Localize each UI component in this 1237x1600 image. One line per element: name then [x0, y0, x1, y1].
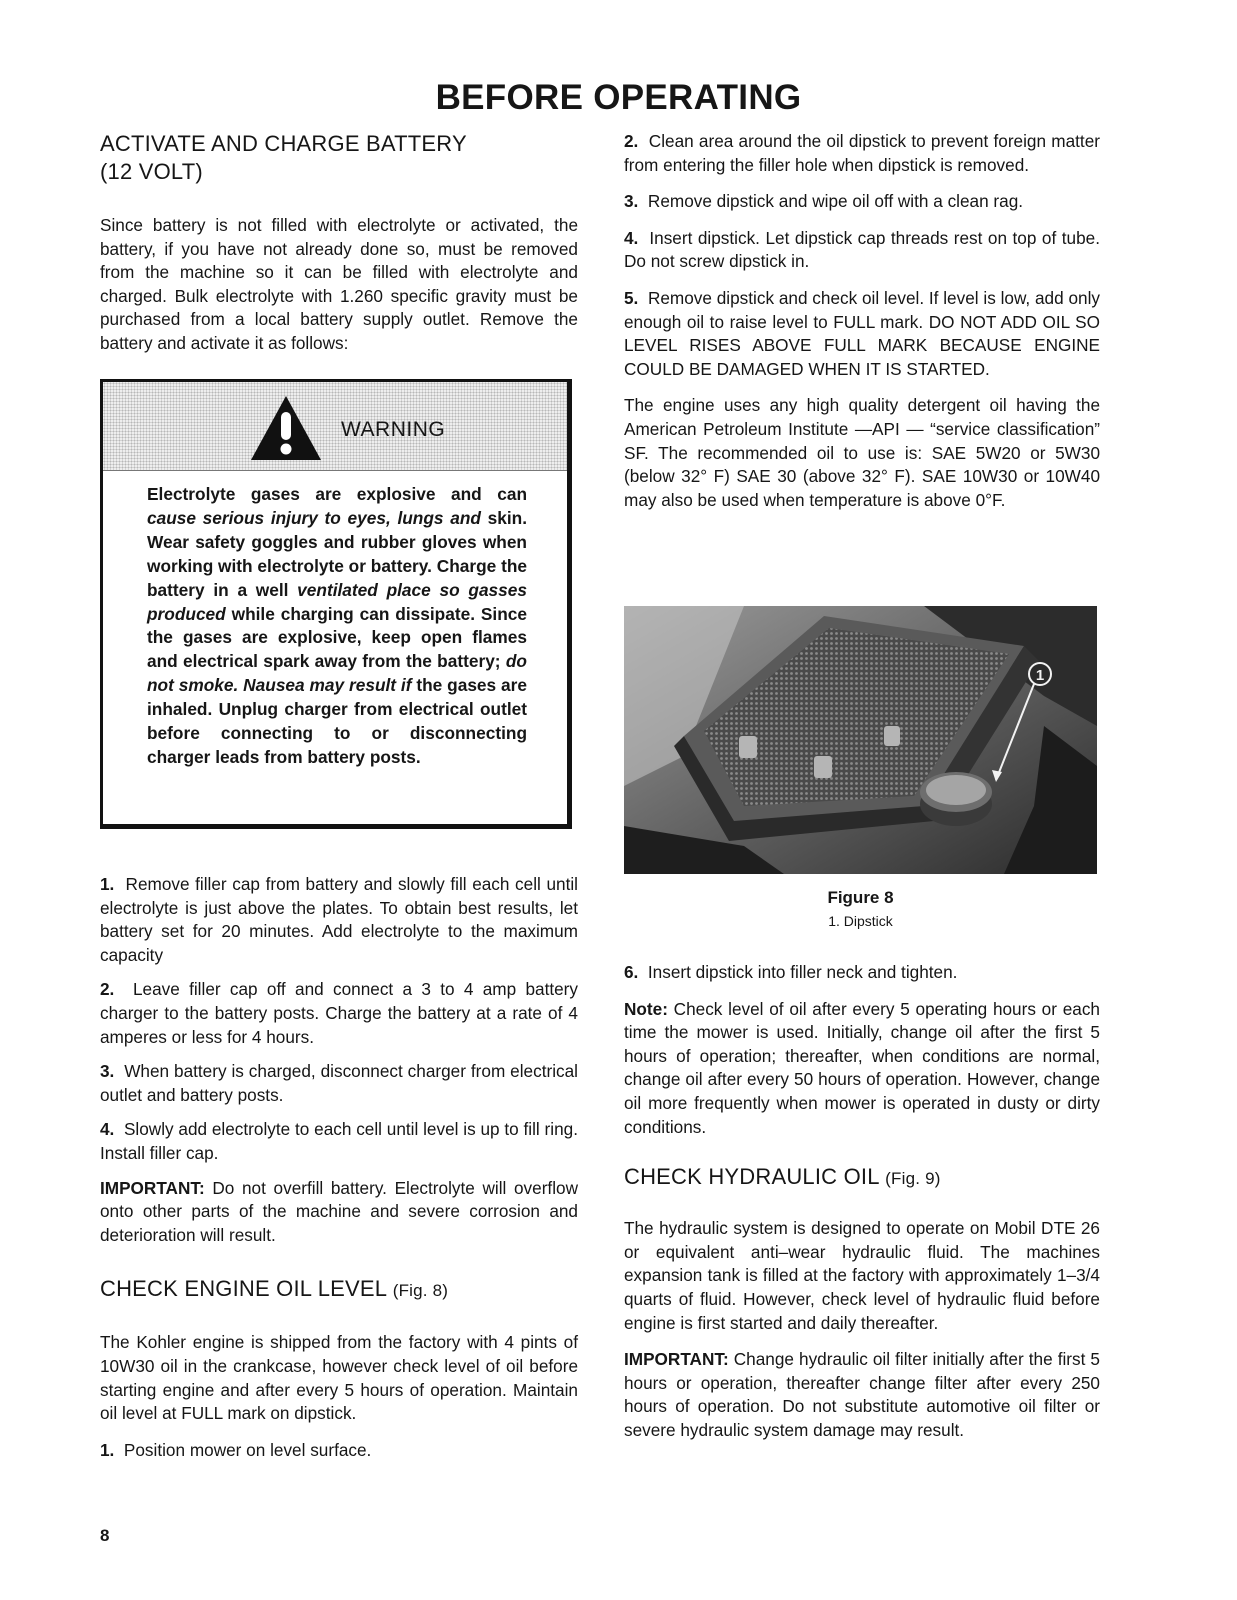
step-text: When battery is charged, disconnect charger from electrical outlet and battery posts. [100, 1061, 578, 1105]
warning-box [100, 379, 572, 829]
step-text: Clean area around the oil dipstick to prevent foreign matter from entering the filler hole when dipstick is removed. [624, 131, 1100, 175]
hydraulic-heading-ref: (Fig. 9) [885, 1169, 941, 1189]
step-number: 4. [100, 1119, 115, 1140]
step-text: Insert dipstick. Let dipstick cap threads rest on top of tube. Do not screw dipstick in. [624, 227, 1100, 272]
warning-seg: cause serious injury to eyes, lungs and [147, 507, 481, 528]
hydraulic-heading [624, 1163, 1100, 1193]
step-text: Insert dipstick into filler neck and tighten. [647, 962, 958, 982]
left-column-top [100, 130, 578, 356]
engine-oil-heading-ref: (Fig. 8) [392, 1281, 449, 1301]
engine-oil-intro: The Kohler engine is shipped from the factory with 4 pints of 10W30 oil in the crankcase, however check level of oil before starting engine and after every 5 hours of operation. Maintain oil level at FULL mark on dipstick. [100, 1332, 578, 1424]
important-text: Change hydraulic oil filter initially after the first 5 hours or operation, thereafter change filter after every 250 hours of operation. Do not substitute automotive oil filter or severe hydraulic system damage may result. [624, 1349, 1100, 1440]
hydraulic-intro: The hydraulic system is designed to operate on Mobil DTE 26 or equivalent anti–wear hydraulic fluid. The machines expansion tank is filled at the factory with approximately 1–3/4 quarts of fluid. However, check level of hydraulic fluid before engine is first started and daily thereafter. [624, 1218, 1100, 1333]
list-item [100, 978, 578, 1049]
step-number: 6. [624, 962, 639, 982]
warning-triangle-icon [249, 394, 323, 462]
step-number: 3. [624, 191, 639, 212]
step-number: 1. [100, 874, 115, 894]
important-label: IMPORTANT: [624, 1349, 729, 1370]
battery-heading-line2: (12 VOLT) [100, 159, 203, 184]
figure-8-photo [624, 606, 1097, 874]
warning-seg: skin. Wear safety goggles and rubber gloves when working with electrolyte or battery. Charge the battery in a well [147, 507, 527, 600]
battery-intro: Since battery is not filled with electrolyte or activated, the battery, if you have not already done so, must be removed from the machine so it can be filled with electrolyte and charged. Bulk electrolyte with 1.260 specific gravity must be purchased from a local battery supply outlet. Remove the battery and activate it as follows: [100, 215, 578, 353]
list-item [624, 287, 1100, 381]
list-item [100, 873, 578, 967]
warning-text [103, 471, 567, 770]
step-text: Slowly add electrolyte to each cell until level is up to fill ring. Install filler cap. [100, 1119, 578, 1163]
step-text: Remove filler cap from battery and slowly fill each cell until electrolyte is just above the plates. To obtain best results, let battery set for 20 minutes. Add electrolyte to the maximum capacity [100, 874, 578, 965]
engine-oil-heading-text: CHECK ENGINE OIL LEVEL [100, 1276, 387, 1302]
list-item [100, 1439, 578, 1463]
step-text: Remove dipstick and wipe oil off with a clean rag. [647, 191, 1024, 212]
page-title: BEFORE OPERATING [435, 78, 802, 117]
hydraulic-important [624, 1348, 1100, 1442]
warning-header [103, 382, 567, 471]
warning-seg: ventilated place so gasses produced [147, 579, 527, 624]
list-item [624, 227, 1100, 274]
step-text: Leave filler cap off and connect a 3 to 4 amp battery charger to the battery posts. Charge the battery at a rate of 4 amperes or less for 4 hours. [100, 979, 578, 1047]
oil-spec-text: The engine uses any high quality detergent oil having the American Petroleum Institute —API — “service classification” SF. The recommended oil to use is: SAE 5W20 or 5W30 (below 32° F) SAE 30 (above 32° F). SAE 10W30 or 10W40 may also be used when temperature is above 0°F. [624, 395, 1100, 510]
step-number: 5. [624, 287, 639, 308]
dipstick-photo-illustration [624, 606, 1097, 874]
list-item [624, 130, 1100, 177]
step-number: 1. [100, 1439, 115, 1460]
page-number: 8 [100, 1526, 110, 1545]
step-text: Remove dipstick and check oil level. If level is low, add only enough oil to raise level to FULL mark. DO NOT ADD OIL SO LEVEL RISES ABOVE FULL MARK BECAUSE ENGINE COULD BE DAMAGED WHEN IT IS STARTED. [624, 287, 1100, 379]
figure-caption: 1. Dipstick [828, 913, 893, 929]
step-number: 4. [624, 227, 639, 248]
step-text: Position mower on level surface. [123, 1439, 372, 1460]
warning-seg: do not smoke. Nausea may result if [147, 651, 527, 696]
note-label: Note: [624, 998, 668, 1019]
warning-seg: the gases are inhaled. Unplug charger from electrical outlet before connecting to or disconnecting charger leads from battery posts. [147, 675, 527, 767]
battery-heading-line1: ACTIVATE AND CHARGE BATTERY [100, 131, 467, 156]
left-column-bottom [100, 873, 578, 1462]
hydraulic-heading-text: CHECK HYDRAULIC OIL [624, 1164, 879, 1190]
important-label: IMPORTANT: [100, 1177, 205, 1198]
callout-number: 1 [1035, 667, 1045, 684]
step-number: 2. [624, 131, 639, 151]
step-number: 2. [100, 979, 115, 1000]
right-column-top [624, 130, 1100, 512]
right-column-bottom [624, 961, 1100, 1443]
list-item [624, 190, 1100, 214]
important-text: Do not overfill battery. Electrolyte will overflow onto other parts of the machine and severe corrosion and deterioration will result. [100, 1177, 578, 1245]
warning-seg: Electrolyte gases are explosive and can [147, 484, 527, 504]
list-item [624, 961, 1100, 985]
list-item [100, 1060, 578, 1107]
warning-label: WARNING [341, 418, 446, 441]
engine-oil-heading [100, 1275, 578, 1305]
figure-title: Figure 8 [827, 888, 894, 907]
note-text: Check level of oil after every 5 operating hours or each time the mower is used. Initially, change oil after the first 5 hours of operation; thereafter, when conditions are normal, change oil after every 50 hours of operation. However, change oil more frequently when mower is operated in dusty or dirty conditions. [624, 998, 1100, 1137]
oil-note [624, 998, 1100, 1140]
battery-important [100, 1177, 578, 1248]
warning-seg: while charging can dissipate. Since the gases are explosive, keep open flames and electrical spark away from the battery; [147, 603, 527, 672]
list-item [100, 1118, 578, 1165]
battery-heading [100, 130, 578, 186]
step-number: 3. [100, 1061, 115, 1082]
